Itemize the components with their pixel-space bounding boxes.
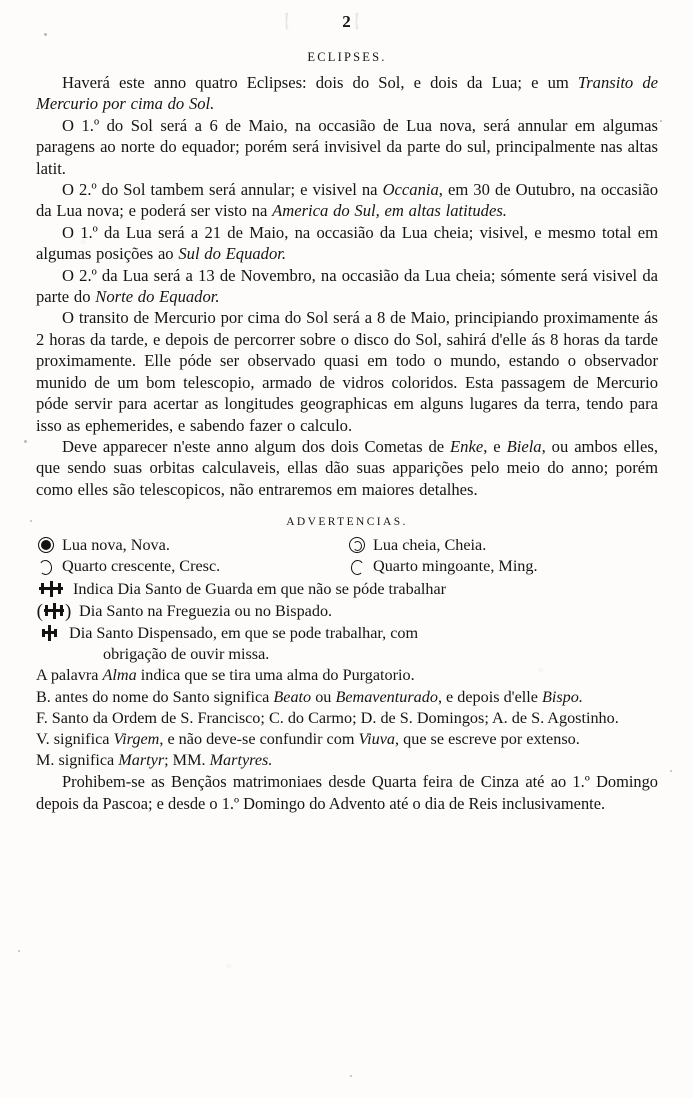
note-ordens: F. Santo da Ordem de S. Francisco; C. do Carmo; D. de S. Domingos; A. de S. Agostinho. <box>36 708 619 727</box>
note-alma: A palavra Alma indica que se tira uma alma do Purgatorio. <box>36 666 415 685</box>
cross-small-icon <box>36 623 62 645</box>
paragraph-sol-2: O 2.º do Sol tambem será annular; e visivel na Occania, em 30 de Outubro, na occasião da Lua nova; e poderá ser visto na America do Sul, em altas latitudes. <box>36 180 658 221</box>
ink-smudge-left <box>286 13 338 29</box>
symbol-entry-quarto-mingoante <box>347 556 658 577</box>
symbol-label: Lua nova, Nova. <box>62 536 170 555</box>
paper-speck <box>660 120 662 122</box>
advertencias-list <box>36 534 658 814</box>
symbol-row <box>36 534 658 556</box>
symbol-label: Lua cheia, Cheia. <box>373 536 487 555</box>
cross-line-guarda <box>36 578 658 600</box>
moon-full-icon <box>347 535 366 557</box>
symbol-label: Quarto mingoante, Ming. <box>373 557 538 576</box>
moon-first-quarter-icon <box>36 557 55 578</box>
symbol-row <box>36 556 658 577</box>
symbol-entry-lua-nova <box>36 534 347 556</box>
paragraph-intro: Haverá este anno quatro Eclipses: dois do Sol, e dois da Lua; e um Transito de Mercurio por cima do Sol. <box>36 73 658 114</box>
symbol-entry-quarto-crescente <box>36 556 347 577</box>
note-virgem: V. significa Virgem, e não deve-se confundir com Viuva, que se escreve por extenso. <box>36 729 580 748</box>
cross-line-label: Dia Santo Dispensado, em que se pode trabalhar, com <box>69 623 419 642</box>
cross-line-label: Dia Santo na Freguezia ou no Bispado. <box>79 601 333 620</box>
section-heading-advertencias: ADVERTENCIAS. <box>286 516 408 529</box>
cross-guard-icon <box>36 579 66 601</box>
paragraph-cometas: Deve apparecer n'este anno algum dos dois Cometas de Enke, e Biela, ou ambos elles, que sendo suas orbitas calculaveis, ellas dão suas apparições pelo meio do anno; porém como elles são telescopicos, não entraremos em maiores detalhes. <box>36 436 658 499</box>
paper-speck <box>350 1075 352 1077</box>
note-beato: B. antes do nome do Santo significa Beato ou Bemaventurado, e depois d'elle Bispo. <box>36 687 583 706</box>
paper-speck <box>18 950 20 952</box>
cross-line-freguezia <box>36 600 658 622</box>
paragraph-sol-1: O 1.º do Sol será a 6 de Maio, na occasião de Lua nova, será annular em algumas paragens ao norte do equador; porém será invisivel da parte do sul, principalmente nas altas latit. <box>36 115 658 178</box>
note-martyr: M. significa Martyr; MM. Martyres. <box>36 751 273 770</box>
page-number-text: 2 <box>342 12 352 31</box>
cross-line-label: Indica Dia Santo de Guarda em que não se póde trabalhar <box>73 579 447 598</box>
paper-speck <box>670 770 672 772</box>
page-number <box>36 10 658 34</box>
paragraph-bencaos: Prohibem-se as Bençãos matrimoniaes desde Quarta feira de Cinza até ao 1.º Domingo depois da Pascoa; e desde o 1.º Domingo do Advento até o dia de Reis inclusivamente. <box>36 772 658 813</box>
cross-line-dispensado <box>36 622 658 665</box>
cross-parenthesis-icon: ( ) <box>36 600 72 622</box>
paragraph-lua-1: O 1.º da Lua será a 21 de Maio, na occasião da Lua cheia; visivel, e mesmo total em algumas posições ao Sul do Equador. <box>36 222 658 264</box>
paragraph-lua-2: O 2.º da Lua será a 13 de Novembro, na occasião da Lua cheia; sómente será visivel da parte do Norte do Equador. <box>36 265 658 307</box>
paper-speck <box>30 520 32 522</box>
paragraph-transito-mercurio: O transito de Mercurio por cima do Sol será a 8 de Maio, principiando proximamente ás 2 horas da tarde, e depois de percorrer sobre o disco do Sol, sahirá d'elle ás 8 horas da tarde proximamente. Elle póde ser observado quasi em todo o mundo, estando o observador munido de um bom telescopio, armado de vidros coloridos. Esta passagem de Mercurio póde servir para acertar as longitudes geographicas em alguns lugares da terra, tendo para isso as ephemerides, e sabendo fazer o calculo. <box>36 308 658 435</box>
moon-new-icon <box>36 535 55 557</box>
symbol-entry-lua-cheia <box>347 534 658 556</box>
symbol-label: Quarto crescente, Cresc. <box>62 557 221 576</box>
moon-last-quarter-icon <box>347 557 366 578</box>
cross-line-label-continued: obrigação de ouvir missa. <box>103 645 270 664</box>
paper-speck <box>24 440 27 443</box>
ink-smudge-right <box>356 13 408 29</box>
section-heading-eclipses: ECLIPSES. <box>307 50 387 64</box>
